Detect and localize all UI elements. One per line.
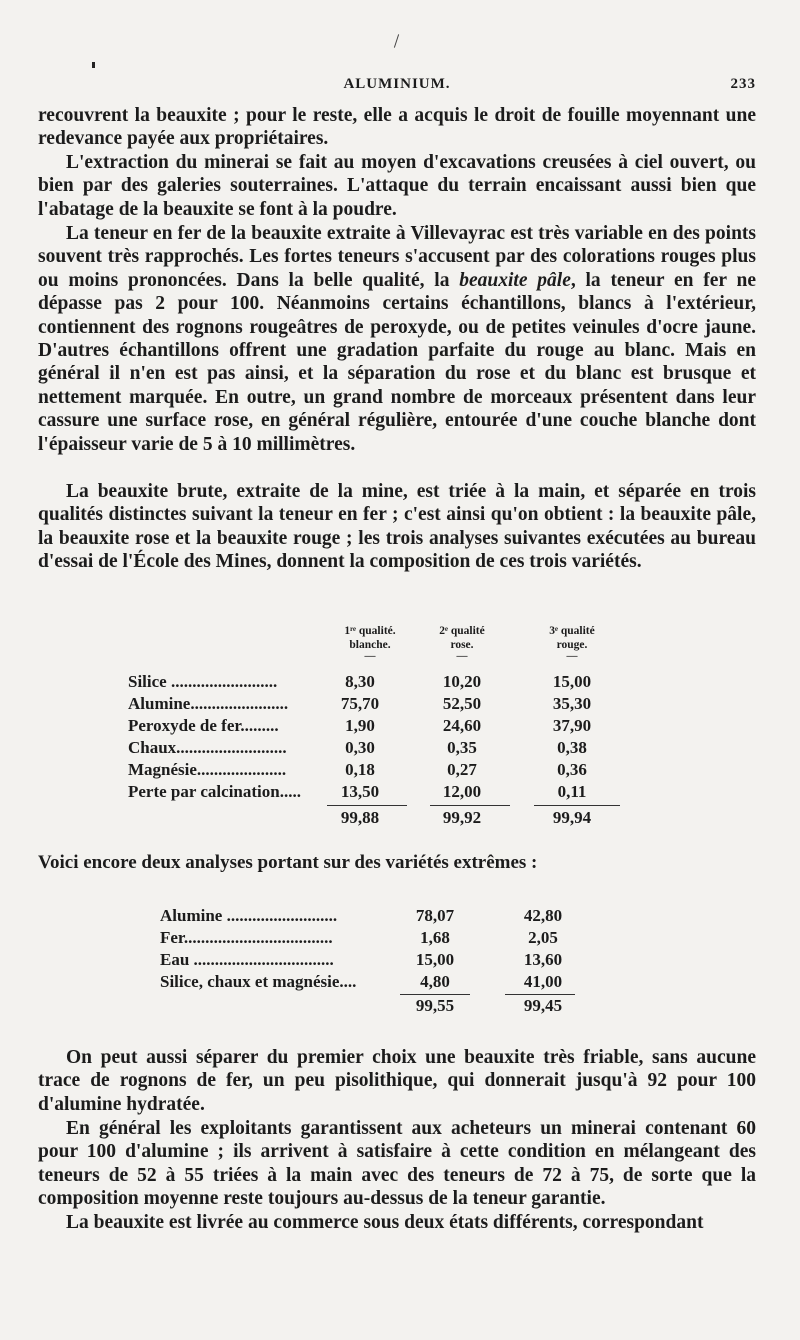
total-value: 99,92 xyxy=(442,808,482,827)
cell-value: 1,68 xyxy=(420,928,450,947)
header-dash: — xyxy=(456,650,468,662)
col-header-line: 3ᵉ qualité xyxy=(549,625,595,637)
cell-value: 0,18 xyxy=(345,760,375,779)
cell-value: 42,80 xyxy=(523,906,563,925)
cell-value: 13,50 xyxy=(340,782,380,801)
col-header-line: 2ᵉ qualité xyxy=(439,625,485,637)
table-row xyxy=(160,906,640,928)
row-label: Silice ......................... xyxy=(128,672,278,691)
table-row xyxy=(160,928,640,950)
header-dash: — xyxy=(364,650,376,662)
cell-value: 24,60 xyxy=(442,716,482,735)
cell-value: 0,36 xyxy=(557,760,587,779)
table-row xyxy=(128,782,688,804)
col-header-line: blanche. xyxy=(349,639,391,651)
cell-value: 0,27 xyxy=(447,760,477,779)
running-title: ALUMINIUM. xyxy=(343,76,451,92)
page-number: 233 xyxy=(730,76,756,92)
table1-col-2-header xyxy=(412,624,512,660)
paragraph-3-part-1: La teneur en fer de la beauxite extraite à Villevayrac est très variable en des points souvent très rapprochés. Les fortes teneurs s'accusent par des colorations rouges plus ou moins prononcées. Dans la belle qualité, la xyxy=(38,223,756,291)
cell-value: 1,90 xyxy=(345,716,375,735)
header-dash: — xyxy=(566,650,578,662)
sum-rule xyxy=(327,805,407,806)
row-label: Eau ................................. xyxy=(160,950,334,969)
table1-col-3-header xyxy=(522,624,622,660)
cell-value: 13,60 xyxy=(523,950,563,969)
row-label: Alumine .......................... xyxy=(160,906,338,925)
cell-value: 8,30 xyxy=(345,672,375,691)
sum-rule xyxy=(430,805,510,806)
table-total-row xyxy=(160,996,640,1018)
cell-value: 41,00 xyxy=(523,972,563,991)
cell-value: 10,20 xyxy=(442,672,482,691)
row-label: Perte par calcination..... xyxy=(128,782,301,801)
row-label: Chaux.......................... xyxy=(128,738,287,757)
sum-rule xyxy=(534,805,620,806)
print-mark xyxy=(394,34,399,48)
intro-line: Voici encore deux analyses portant sur des variétés extrêmes : xyxy=(38,852,538,873)
table-row xyxy=(128,672,688,694)
sum-rule xyxy=(505,994,575,995)
paragraph-7: La beauxite est livrée au commerce sous deux états différents, correspondant xyxy=(66,1212,704,1233)
paragraph-3-italic: beauxite pâle xyxy=(459,269,571,291)
sum-rule xyxy=(400,994,470,995)
cell-value: 2,05 xyxy=(528,928,558,947)
table-row xyxy=(128,716,688,738)
col-header-line: rose. xyxy=(450,639,474,651)
cell-value: 35,30 xyxy=(552,694,592,713)
running-header xyxy=(38,76,756,98)
row-label: Magnésie..................... xyxy=(128,760,287,779)
cell-value: 15,00 xyxy=(552,672,592,691)
cell-value: 52,50 xyxy=(442,694,482,713)
total-value: 99,55 xyxy=(415,996,455,1015)
row-label: Silice, chaux et magnésie.... xyxy=(160,972,357,991)
table-row xyxy=(128,760,688,782)
cell-value: 37,90 xyxy=(552,716,592,735)
cell-value: 15,00 xyxy=(415,950,455,969)
cell-value: 0,38 xyxy=(557,738,587,757)
paragraph-2: L'extraction du minerai se fait au moyen d'excavations creusées à ciel ouvert, ou bien par des galeries souterraines. L'attaque du terrain encaissant aussi bien que l'abatage de la beauxite se font à la poudre. xyxy=(38,152,756,220)
paragraph-5: On peut aussi séparer du premier choix une beauxite très friable, sans aucune trace de rognons de fer, un peu pisolithique, qui donnerait jusqu'à 92 pour 100 d'alumine hydratée. xyxy=(38,1047,756,1115)
table-row xyxy=(128,738,688,760)
total-value: 99,88 xyxy=(340,808,380,827)
cell-value: 0,35 xyxy=(447,738,477,757)
paragraph-3 xyxy=(38,222,756,456)
col-header-line: 1ʳᵉ qualité. xyxy=(344,625,396,637)
paragraph-4: La beauxite brute, extraite de la mine, est triée à la main, et séparée en trois qualités distinctes suivant la teneur en fer ; c'est ainsi qu'on obtient : la beauxite pâle, la beauxite rose et la beauxite rouge ; les trois analyses suivantes exécutées au bureau d'essai de l'École des Mines, donnent la composition de ces trois variétés. xyxy=(38,481,756,573)
table-row xyxy=(128,694,688,716)
cell-value: 75,70 xyxy=(340,694,380,713)
cell-value: 78,07 xyxy=(415,906,455,925)
row-label: Peroxyde de fer......... xyxy=(128,716,279,735)
table-row xyxy=(160,972,640,994)
paragraph-1: recouvrent la beauxite ; pour le reste, elle a acquis le droit de fouille moyennant une redevance payée aux propriétaires. xyxy=(38,105,756,150)
cell-value: 0,11 xyxy=(557,782,587,801)
row-label: Fer................................... xyxy=(160,928,333,947)
table-total-row xyxy=(128,808,688,830)
table-row xyxy=(160,950,640,972)
total-value: 99,45 xyxy=(523,996,563,1015)
print-mark xyxy=(92,62,95,68)
cell-value: 0,30 xyxy=(345,738,375,757)
table1-col-1-header xyxy=(320,624,420,660)
total-value: 99,94 xyxy=(552,808,592,827)
col-header-line: rouge. xyxy=(556,639,588,651)
cell-value: 12,00 xyxy=(442,782,482,801)
row-label: Alumine....................... xyxy=(128,694,289,713)
paragraph-6: En général les exploitants garantissent aux acheteurs un minerai contenant 60 pour 100 d'alumine ; ils arrivent à satisfaire à cette condition en mélangeant des teneurs de 52 à 55 triées à la main avec des teneurs de 72 à 75, de sorte que la composition moyenne reste toujours au-dessus de la teneur garantie. xyxy=(38,1118,756,1210)
cell-value: 4,80 xyxy=(420,972,450,991)
paragraph-3-part-2: , la teneur en fer ne dépasse pas 2 pour 100. Néanmoins certains échantillons, blancs à l'extérieur, contiennent des rognons rougeâtres de peroxyde, ou de petites veinules d'ocre jaune. D'autres échantillons offrent une gradation parfaite du rouge au blanc. Mais en général il n'en est pas ainsi, et la séparation du rose et du blanc est brusque et nettement marquée. En outre, un grand nombre de morceaux présentent dans leur cassure une surface rose, en général régulière, entourée d'une couche blanche dont l'épaisseur varie de 5 à 10 millimètres. xyxy=(38,269,756,455)
